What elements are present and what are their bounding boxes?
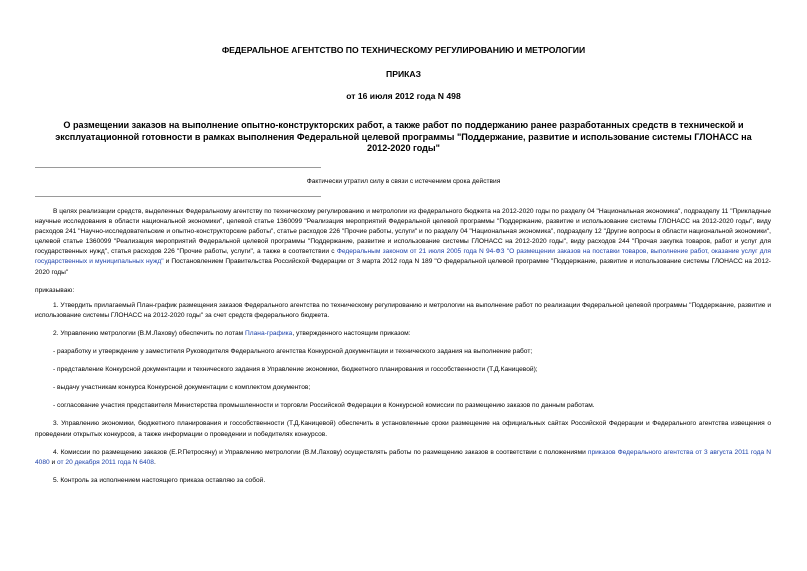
item-2-duty-4: - согласование участия представителя Министерства промышленности и торговли Российской Федерации в Конкурсной комиссии по размещению заказов по данным работам. — [53, 402, 595, 410]
item-1: 1. Утвердить прилагаемый План-график размещения заказов Федерального агентства по техническому регулированию и метрологии на выполнение работ по реализации Федеральной целевой программы "Поддержание, развитие и использование системы ГЛОНАСС на 2012-2020 годы" за счет средств федерального бюджета. — [35, 301, 771, 319]
order-6408-link[interactable]: от 20 декабря 2011 года N 6408 — [57, 458, 154, 466]
document-type-heading: ПРИКАЗ — [386, 69, 421, 79]
item-5: 5. Контроль за исполнением настоящего приказа оставляю за собой. — [53, 476, 266, 484]
preamble-text-1: В целях реализации средств, выделенных Федеральному агентству по техническому регулированию и метрологии из федерального бюджета на 2012-2020 годы по разделу 04 "Национальная экономика", подразделу 11 "Прикладные научные исследования в области национальной экономики", целевой статье 1360099 "Реализация мероприятий Федеральной целевой программы "Поддержание, развитие и использование системы ГЛОНАСС на 2012-2020 годы", виду расходов 241 "Научно-исследовательские и опытно-конструкторские работы", статье расходов 226 "Прочие работы, услуги" и по разделу 04 "Национальная экономика", подразделу 12 "Другие вопросы в области национальной экономики", целевой статье 1360099 "Реализация мероприятий Федеральной целевой программы "Поддержание, развитие и использование системы ГЛОНАСС на 2012-2020 годы", виду расходов 244 "Прочая закупка товаров, работ и услуг для государственных нужд", статья расходов 226 "Прочие работы, услуги", а также в соответствии с — [35, 208, 771, 256]
document-title: О размещении заказов на выполнение опытно-конструкторских работ, а также работ по поддержанию ранее разработанных средств в технической и эксплуатационной готовности в рамках выполнения Федеральной целевой программы "Поддержание, развитие и использование системы ГЛОНАСС на 2012-2020 годы" — [55, 120, 752, 153]
divider-top — [35, 167, 321, 168]
preamble-text-2: и Постановлением Правительства Российской Федерации от 3 марта 2012 года N 189 "О федеральной целевой программе "Поддержание, развитие и использование системы ГЛОНАСС на 2012-2020 годы" — [35, 258, 771, 276]
document-body — [35, 207, 771, 486]
item-2 — [35, 329, 771, 339]
item-2-duty-3: - выдачу участникам конкурса Конкурсной документации с комплектом документов; — [53, 384, 311, 392]
plan-schedule-link[interactable]: Плана-графика — [245, 329, 293, 337]
item-3: 3. Управлению экономики, бюджетного планирования и госсобственности (Т.Д.Каницевой) обеспечить в установленные сроки размещение на официальных сайтах Российской Федерации и Федерального агентства извещения о проведении открытых конкурсов, а также информации о проведении и победителях конкурсов. — [35, 420, 771, 438]
date-number-heading: от 16 июля 2012 года N 498 — [346, 91, 461, 101]
status-note: Фактически утратил силу в связи с истечением срока действия — [306, 178, 501, 185]
item-4 — [35, 448, 771, 468]
federal-law-link[interactable]: Федеральным законом от 21 июля 2005 года N 94-ФЗ "О размещении заказов на поставки товаров, выполнение работ, оказание услуг для государственных и муниципальных нужд" — [35, 248, 772, 266]
item-4-text-3: . — [153, 458, 156, 466]
order-word: приказываю: — [35, 286, 75, 294]
preamble-paragraph — [35, 207, 771, 278]
item-4-text-1: 4. Комиссии по размещению заказов (Е.Р.Петросяну) и Управлению метрологии (В.М.Лахову) осуществлять работы по размещению заказов в соответствии с положениями — [53, 448, 588, 456]
item-4-text-2: и — [49, 458, 58, 466]
divider-bottom — [35, 196, 321, 197]
order-4080-link[interactable]: приказов Федерального агентства от 3 августа 2011 года N 4080 — [35, 448, 771, 466]
agency-heading: ФЕДЕРАЛЬНОЕ АГЕНТСТВО ПО ТЕХНИЧЕСКОМУ РЕГУЛИРОВАНИЮ И МЕТРОЛОГИИ — [221, 45, 586, 55]
item-2-text-1: 2. Управлению метрологии (В.М.Лахову) обеспечить по лотам — [53, 329, 246, 337]
item-2-duty-2: - представление Конкурсной документации и технического задания в Управление экономики, бюджетного планирования и госсобственности (Т.Д.Каницевой); — [53, 366, 538, 374]
item-2-text-2: , утвержденного настоящим приказом: — [292, 329, 411, 337]
item-2-duty-1: - разработку и утверждение у заместителя Руководителя Федерального агентства Конкурсной документации и технического задания на выполнение работ; — [53, 348, 533, 356]
